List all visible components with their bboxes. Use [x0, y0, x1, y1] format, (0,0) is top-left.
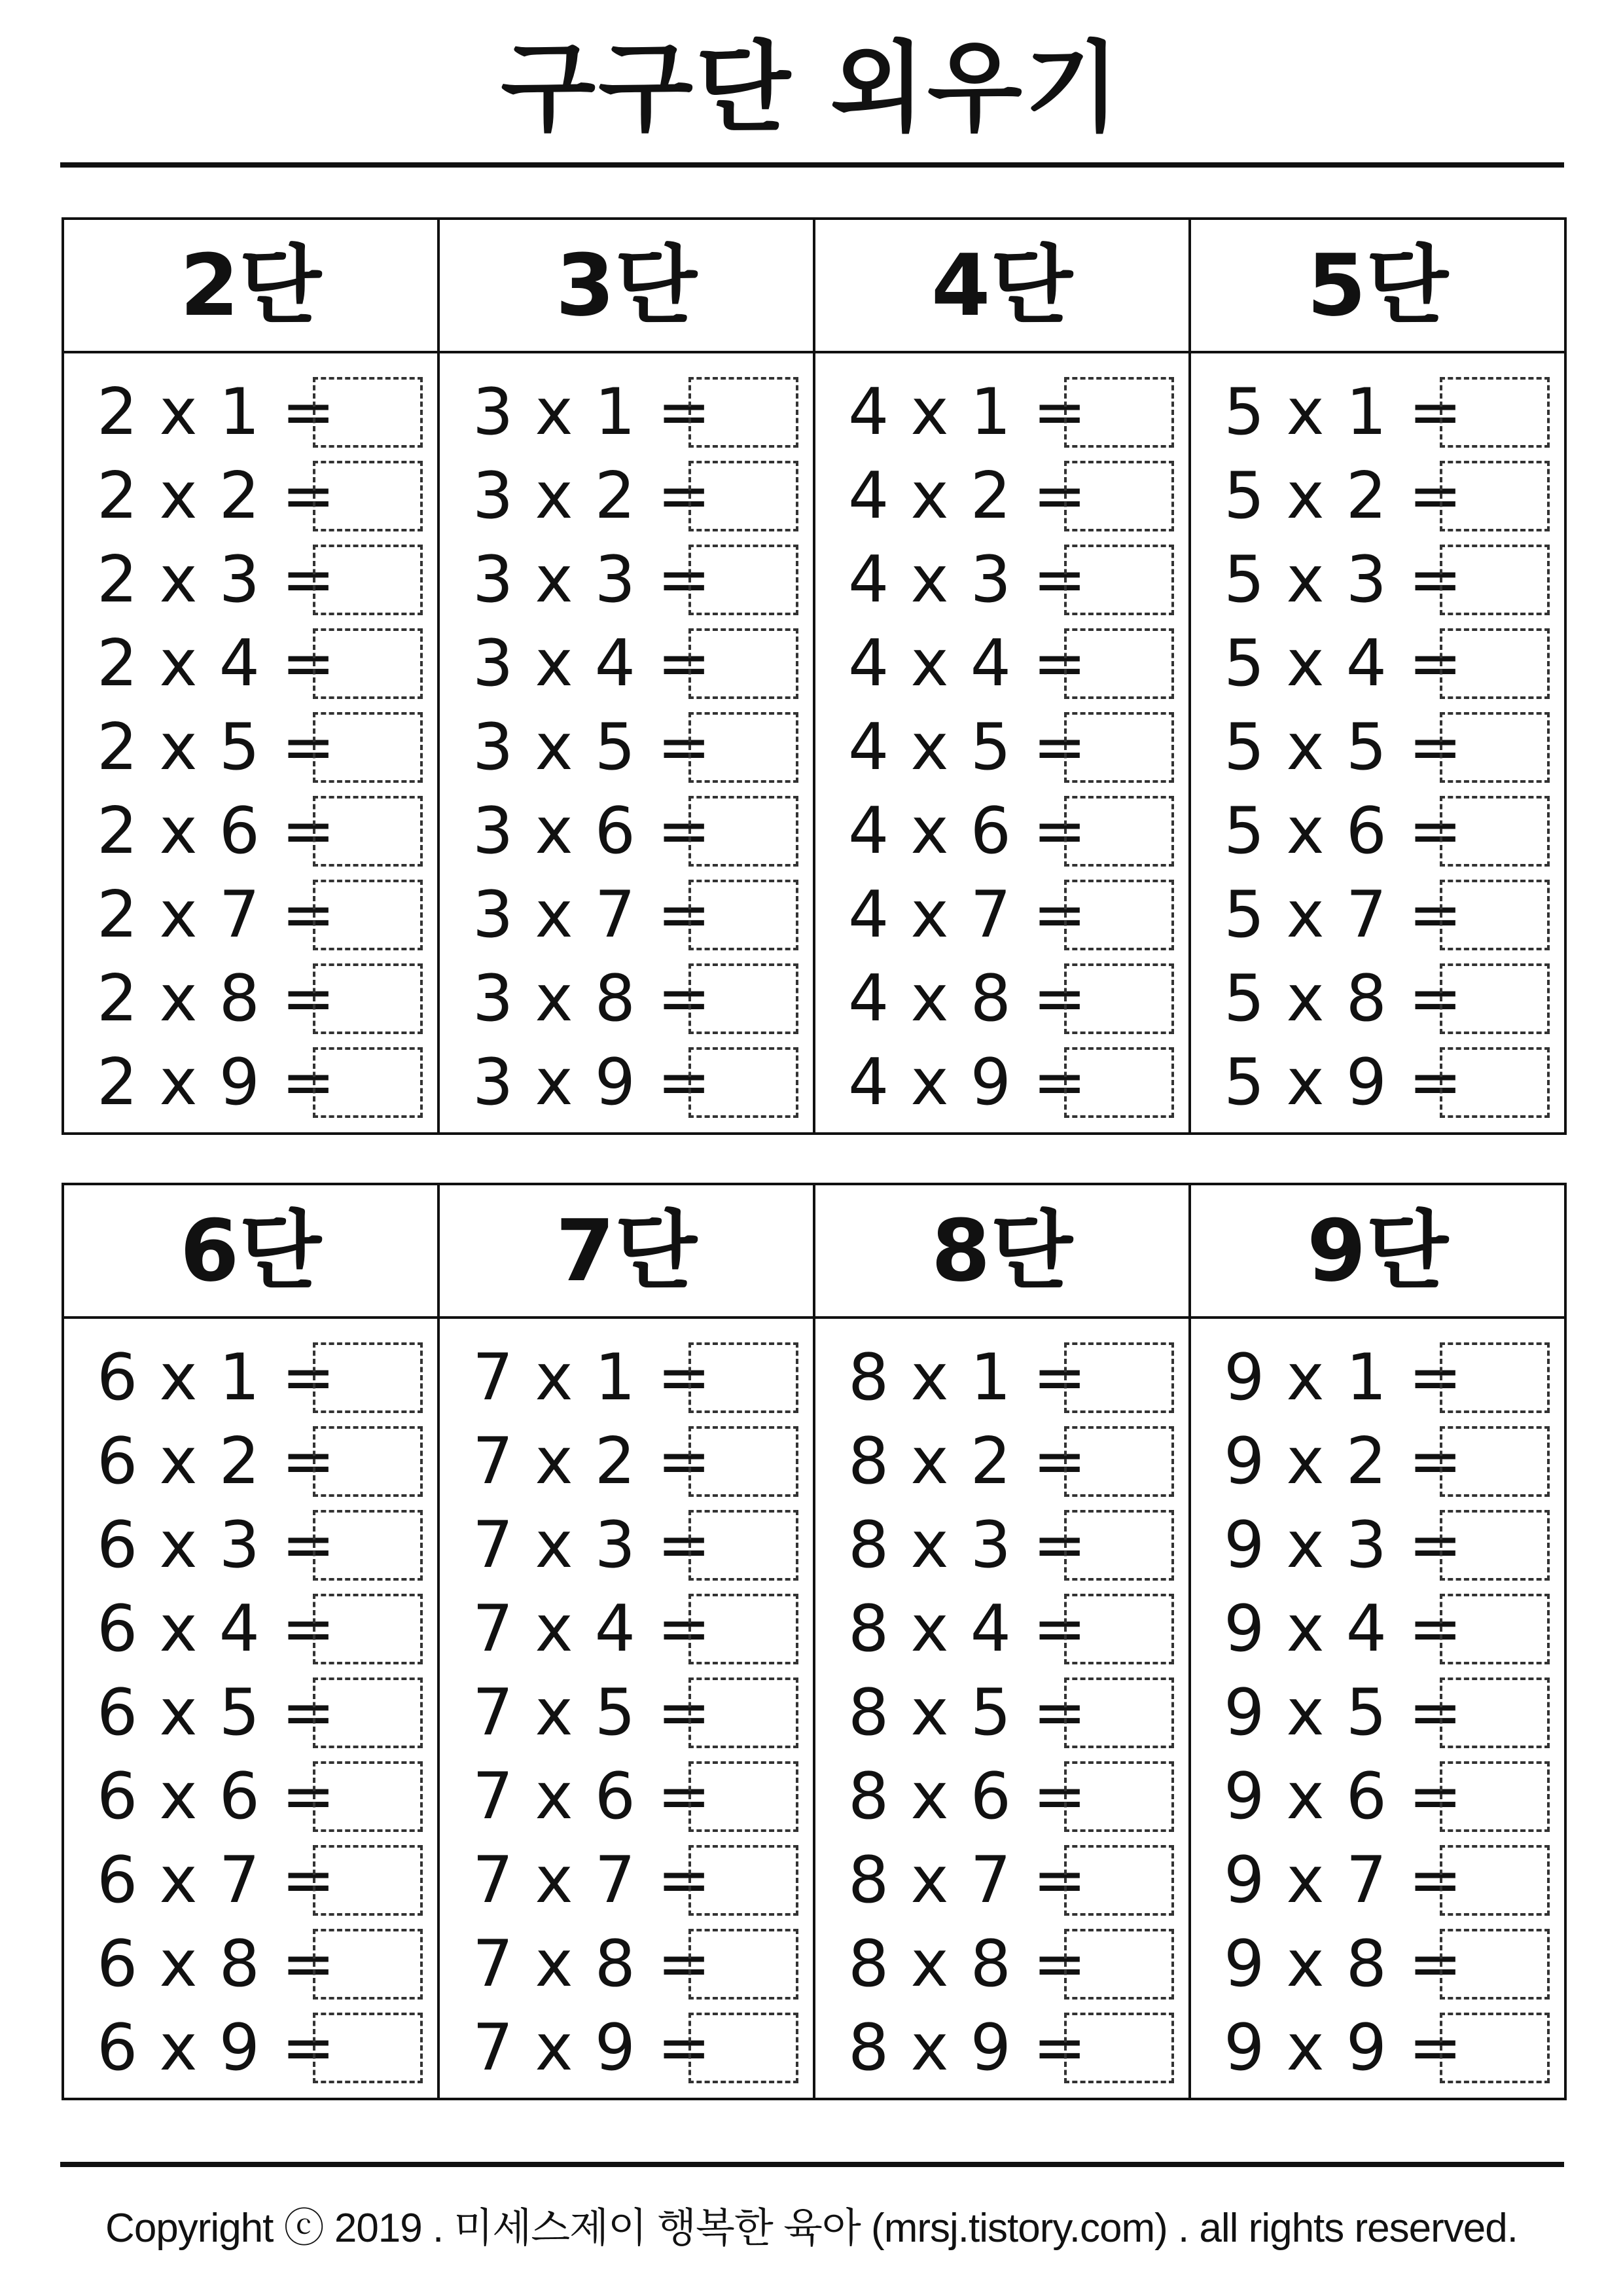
equation-row: [64, 1041, 437, 1124]
equation-row: [64, 789, 437, 873]
equation-list: [815, 1319, 1188, 2090]
answer-box[interactable]: [1440, 2013, 1550, 2083]
answer-box[interactable]: [1440, 1929, 1550, 2000]
table-body-cell: [63, 1318, 438, 2099]
answer-box[interactable]: [313, 2013, 423, 2083]
equation-text: 2 x 9 =: [97, 1045, 336, 1120]
answer-box[interactable]: [688, 712, 798, 783]
answer-box[interactable]: [313, 1845, 423, 1916]
answer-box[interactable]: [688, 1047, 798, 1118]
equation-text: 2 x 7 =: [97, 878, 336, 952]
equation-text: 8 x 9 =: [848, 2011, 1088, 2085]
answer-box[interactable]: [313, 628, 423, 699]
equation-text: 7 x 5 =: [473, 1676, 712, 1750]
equation-list: [440, 353, 813, 1124]
table-header-8: 8단: [931, 1201, 1073, 1300]
equation-row: [64, 2006, 437, 2090]
answer-box[interactable]: [688, 1845, 798, 1916]
answer-box[interactable]: [313, 880, 423, 950]
answer-box[interactable]: [313, 1929, 423, 2000]
answer-box[interactable]: [1064, 377, 1174, 448]
answer-box[interactable]: [1064, 628, 1174, 699]
equation-text: 7 x 4 =: [473, 1592, 712, 1666]
equation-text: 6 x 8 =: [97, 1927, 336, 2001]
answer-box[interactable]: [1064, 1426, 1174, 1497]
table-header-cell: [814, 1184, 1190, 1318]
answer-box[interactable]: [1064, 1929, 1174, 2000]
answer-box[interactable]: [1440, 1845, 1550, 1916]
equation-text: 8 x 3 =: [848, 1508, 1088, 1583]
equation-text: 7 x 2 =: [473, 1424, 712, 1499]
equation-text: 3 x 2 =: [473, 459, 712, 533]
answer-box[interactable]: [1064, 963, 1174, 1034]
answer-box[interactable]: [313, 796, 423, 867]
answer-box[interactable]: [1064, 545, 1174, 615]
answer-box[interactable]: [1064, 1761, 1174, 1832]
equation-text: 5 x 4 =: [1224, 626, 1463, 701]
equation-row: [64, 1420, 437, 1503]
equation-text: 7 x 8 =: [473, 1927, 712, 2001]
equation-row: [815, 1587, 1188, 1671]
answer-box[interactable]: [688, 1761, 798, 1832]
equation-text: 7 x 3 =: [473, 1508, 712, 1583]
equation-row: [64, 454, 437, 538]
equation-text: 5 x 8 =: [1224, 961, 1463, 1036]
equation-text: 4 x 2 =: [848, 459, 1088, 533]
equation-text: 3 x 7 =: [473, 878, 712, 952]
equation-text: 3 x 1 =: [473, 375, 712, 450]
equation-row: [815, 1336, 1188, 1420]
equation-row: [440, 370, 813, 454]
equation-row: [1191, 1587, 1564, 1671]
equation-row: [440, 1839, 813, 1922]
equation-text: 3 x 8 =: [473, 961, 712, 1036]
answer-box[interactable]: [1064, 461, 1174, 531]
answer-box[interactable]: [688, 1594, 798, 1664]
equation-text: 4 x 1 =: [848, 375, 1088, 450]
answer-box[interactable]: [313, 1047, 423, 1118]
answer-box[interactable]: [1440, 1510, 1550, 1581]
answer-box[interactable]: [313, 1594, 423, 1664]
answer-box[interactable]: [1064, 880, 1174, 950]
table-header-7: 7단: [555, 1201, 698, 1300]
answer-box[interactable]: [688, 880, 798, 950]
equation-text: 6 x 3 =: [97, 1508, 336, 1583]
equation-row: [815, 1922, 1188, 2006]
table-body-cell: [814, 352, 1190, 1134]
answer-box[interactable]: [688, 628, 798, 699]
equation-row: [815, 957, 1188, 1041]
equation-text: 8 x 5 =: [848, 1676, 1088, 1750]
equation-text: 2 x 2 =: [97, 459, 336, 533]
equation-text: 2 x 6 =: [97, 794, 336, 869]
equation-text: 8 x 8 =: [848, 1927, 1088, 2001]
equation-text: 2 x 5 =: [97, 710, 336, 785]
answer-box[interactable]: [1064, 1845, 1174, 1916]
equation-list: [815, 353, 1188, 1124]
answer-box[interactable]: [1064, 1510, 1174, 1581]
equation-row: [64, 1671, 437, 1755]
equation-text: 8 x 1 =: [848, 1340, 1088, 1415]
equation-row: [815, 1839, 1188, 1922]
equation-row: [815, 873, 1188, 957]
equation-row: [440, 873, 813, 957]
copyright-footer: Copyright ⓒ 2019 . 미세스제이 행복한 육아 (mrsj.tistory.com) . all rights reserved.: [105, 2206, 1518, 2251]
answer-box[interactable]: [1440, 1426, 1550, 1497]
answer-box[interactable]: [1440, 963, 1550, 1034]
answer-box[interactable]: [688, 2013, 798, 2083]
table-header-4: 4단: [931, 236, 1073, 335]
equation-text: 2 x 8 =: [97, 961, 336, 1036]
equation-text: 4 x 7 =: [848, 878, 1088, 952]
equation-text: 2 x 4 =: [97, 626, 336, 701]
title-divider: [60, 162, 1564, 168]
equation-row: [64, 370, 437, 454]
table-header-cell: [63, 1184, 438, 1318]
equation-text: 6 x 9 =: [97, 2011, 336, 2085]
equation-row: [815, 2006, 1188, 2090]
equation-text: 6 x 7 =: [97, 1843, 336, 1918]
equation-text: 6 x 1 =: [97, 1340, 336, 1415]
equation-text: 3 x 4 =: [473, 626, 712, 701]
answer-box[interactable]: [1064, 1047, 1174, 1118]
table-header-cell: [438, 219, 814, 352]
equation-text: 9 x 8 =: [1224, 1927, 1463, 2001]
equation-row: [440, 789, 813, 873]
equation-text: 9 x 9 =: [1224, 2011, 1463, 2085]
answer-box[interactable]: [688, 1929, 798, 2000]
equation-row: [1191, 1503, 1564, 1587]
equation-row: [64, 538, 437, 622]
answer-box[interactable]: [313, 1761, 423, 1832]
answer-box[interactable]: [1440, 1677, 1550, 1748]
equation-list: [64, 353, 437, 1124]
answer-box[interactable]: [313, 1677, 423, 1748]
equation-text: 7 x 9 =: [473, 2011, 712, 2085]
answer-box[interactable]: [1440, 880, 1550, 950]
table-body-cell: [438, 1318, 814, 2099]
equation-text: 9 x 4 =: [1224, 1592, 1463, 1666]
equation-row: [440, 622, 813, 706]
table-header-cell: [1190, 219, 1565, 352]
equation-row: [1191, 622, 1564, 706]
answer-box[interactable]: [313, 461, 423, 531]
equation-row: [1191, 370, 1564, 454]
equation-text: 3 x 9 =: [473, 1045, 712, 1120]
table-header-cell: [63, 219, 438, 352]
answer-box[interactable]: [1064, 712, 1174, 783]
answer-box[interactable]: [688, 377, 798, 448]
answer-box[interactable]: [1064, 2013, 1174, 2083]
answer-box[interactable]: [1064, 1342, 1174, 1413]
table-header-5: 5단: [1306, 236, 1449, 335]
answer-box[interactable]: [1440, 1047, 1550, 1118]
equation-text: 4 x 8 =: [848, 961, 1088, 1036]
table-header-cell: [1190, 1184, 1565, 1318]
equation-row: [440, 1503, 813, 1587]
table-body-cell: [814, 1318, 1190, 2099]
equation-row: [1191, 538, 1564, 622]
equation-row: [815, 789, 1188, 873]
equation-text: 8 x 4 =: [848, 1592, 1088, 1666]
equation-text: 7 x 6 =: [473, 1759, 712, 1834]
equation-row: [440, 1420, 813, 1503]
equation-text: 4 x 9 =: [848, 1045, 1088, 1120]
table-header-3: 3단: [555, 236, 698, 335]
equation-list: [1191, 1319, 1564, 2090]
equation-text: 5 x 6 =: [1224, 794, 1463, 869]
equation-row: [1191, 957, 1564, 1041]
answer-box[interactable]: [1440, 1342, 1550, 1413]
equation-row: [1191, 789, 1564, 873]
equation-row: [64, 706, 437, 789]
equation-row: [1191, 1041, 1564, 1124]
equation-text: 5 x 2 =: [1224, 459, 1463, 533]
table-header-cell: [814, 219, 1190, 352]
equation-text: 8 x 6 =: [848, 1759, 1088, 1834]
table-header-6: 6단: [179, 1201, 322, 1300]
answer-box[interactable]: [688, 1342, 798, 1413]
equation-row: [440, 1671, 813, 1755]
equation-text: 9 x 5 =: [1224, 1676, 1463, 1750]
answer-box[interactable]: [1440, 796, 1550, 867]
equation-row: [1191, 706, 1564, 789]
equation-text: 5 x 9 =: [1224, 1045, 1463, 1120]
equation-row: [815, 1503, 1188, 1587]
equation-text: 7 x 1 =: [473, 1340, 712, 1415]
equation-text: 8 x 7 =: [848, 1843, 1088, 1918]
equation-text: 7 x 7 =: [473, 1843, 712, 1918]
times-table-grid-top: [62, 217, 1567, 1135]
answer-box[interactable]: [313, 545, 423, 615]
equation-row: [815, 1671, 1188, 1755]
equation-row: [64, 873, 437, 957]
equation-row: [440, 538, 813, 622]
equation-row: [815, 370, 1188, 454]
equation-row: [64, 1336, 437, 1420]
equation-text: 8 x 2 =: [848, 1424, 1088, 1499]
equation-row: [440, 454, 813, 538]
equation-row: [1191, 2006, 1564, 2090]
equation-row: [1191, 1922, 1564, 2006]
answer-box[interactable]: [313, 712, 423, 783]
equation-row: [1191, 454, 1564, 538]
answer-box[interactable]: [688, 545, 798, 615]
answer-box[interactable]: [1440, 377, 1550, 448]
footer-divider: [60, 2162, 1564, 2167]
table-body-cell: [438, 352, 814, 1134]
equation-text: 5 x 3 =: [1224, 543, 1463, 617]
equation-text: 5 x 5 =: [1224, 710, 1463, 785]
answer-box[interactable]: [313, 377, 423, 448]
equation-row: [440, 706, 813, 789]
table-body-cell: [1190, 352, 1565, 1134]
equation-text: 2 x 1 =: [97, 375, 336, 450]
equation-text: 6 x 6 =: [97, 1759, 336, 1834]
answer-box[interactable]: [1440, 628, 1550, 699]
equation-list: [64, 1319, 437, 2090]
table-header-2: 2단: [179, 236, 322, 335]
equation-text: 6 x 4 =: [97, 1592, 336, 1666]
equation-row: [815, 538, 1188, 622]
answer-box[interactable]: [688, 963, 798, 1034]
equation-text: 6 x 2 =: [97, 1424, 336, 1499]
equation-text: 4 x 3 =: [848, 543, 1088, 617]
answer-box[interactable]: [1440, 1761, 1550, 1832]
equation-row: [1191, 1755, 1564, 1839]
answer-box[interactable]: [313, 963, 423, 1034]
answer-box[interactable]: [313, 1426, 423, 1497]
equation-list: [1191, 353, 1564, 1124]
table-header-9: 9단: [1306, 1201, 1449, 1300]
answer-box[interactable]: [688, 461, 798, 531]
table-header-cell: [438, 1184, 814, 1318]
equation-row: [440, 1336, 813, 1420]
equation-row: [64, 622, 437, 706]
table-body-cell: [63, 352, 438, 1134]
equation-row: [64, 957, 437, 1041]
page-title: 구구단 외우기: [501, 31, 1122, 145]
equation-row: [440, 957, 813, 1041]
answer-box[interactable]: [1440, 1594, 1550, 1664]
equation-row: [1191, 1839, 1564, 1922]
equation-row: [1191, 1671, 1564, 1755]
equation-text: 5 x 7 =: [1224, 878, 1463, 952]
equation-row: [440, 1755, 813, 1839]
equation-row: [815, 622, 1188, 706]
equation-text: 6 x 5 =: [97, 1676, 336, 1750]
answer-box[interactable]: [313, 1342, 423, 1413]
answer-box[interactable]: [1064, 796, 1174, 867]
equation-row: [1191, 873, 1564, 957]
equation-text: 2 x 3 =: [97, 543, 336, 617]
times-table-grid-bottom: [62, 1183, 1567, 2100]
equation-row: [815, 706, 1188, 789]
equation-text: 3 x 6 =: [473, 794, 712, 869]
equation-text: 3 x 3 =: [473, 543, 712, 617]
answer-box[interactable]: [1064, 1677, 1174, 1748]
equation-row: [64, 1755, 437, 1839]
equation-row: [815, 1420, 1188, 1503]
equation-row: [1191, 1420, 1564, 1503]
equation-text: 4 x 6 =: [848, 794, 1088, 869]
equation-row: [440, 1041, 813, 1124]
equation-row: [64, 1587, 437, 1671]
answer-box[interactable]: [688, 1426, 798, 1497]
equation-text: 9 x 3 =: [1224, 1508, 1463, 1583]
equation-row: [440, 2006, 813, 2090]
equation-text: 3 x 5 =: [473, 710, 712, 785]
equation-row: [815, 1041, 1188, 1124]
answer-box[interactable]: [688, 1510, 798, 1581]
equation-text: 5 x 1 =: [1224, 375, 1463, 450]
equation-text: 9 x 2 =: [1224, 1424, 1463, 1499]
answer-box[interactable]: [1440, 712, 1550, 783]
answer-box[interactable]: [688, 796, 798, 867]
table-body-cell: [1190, 1318, 1565, 2099]
equation-text: 4 x 4 =: [848, 626, 1088, 701]
equation-row: [1191, 1336, 1564, 1420]
answer-box[interactable]: [1440, 461, 1550, 531]
equation-row: [815, 454, 1188, 538]
answer-box[interactable]: [1064, 1594, 1174, 1664]
equation-row: [64, 1839, 437, 1922]
equation-list: [440, 1319, 813, 2090]
equation-text: 9 x 7 =: [1224, 1843, 1463, 1918]
answer-box[interactable]: [688, 1677, 798, 1748]
equation-text: 4 x 5 =: [848, 710, 1088, 785]
equation-text: 9 x 6 =: [1224, 1759, 1463, 1834]
equation-row: [440, 1922, 813, 2006]
equation-row: [64, 1922, 437, 2006]
equation-row: [64, 1503, 437, 1587]
equation-text: 9 x 1 =: [1224, 1340, 1463, 1415]
equation-row: [815, 1755, 1188, 1839]
answer-box[interactable]: [313, 1510, 423, 1581]
answer-box[interactable]: [1440, 545, 1550, 615]
equation-row: [440, 1587, 813, 1671]
